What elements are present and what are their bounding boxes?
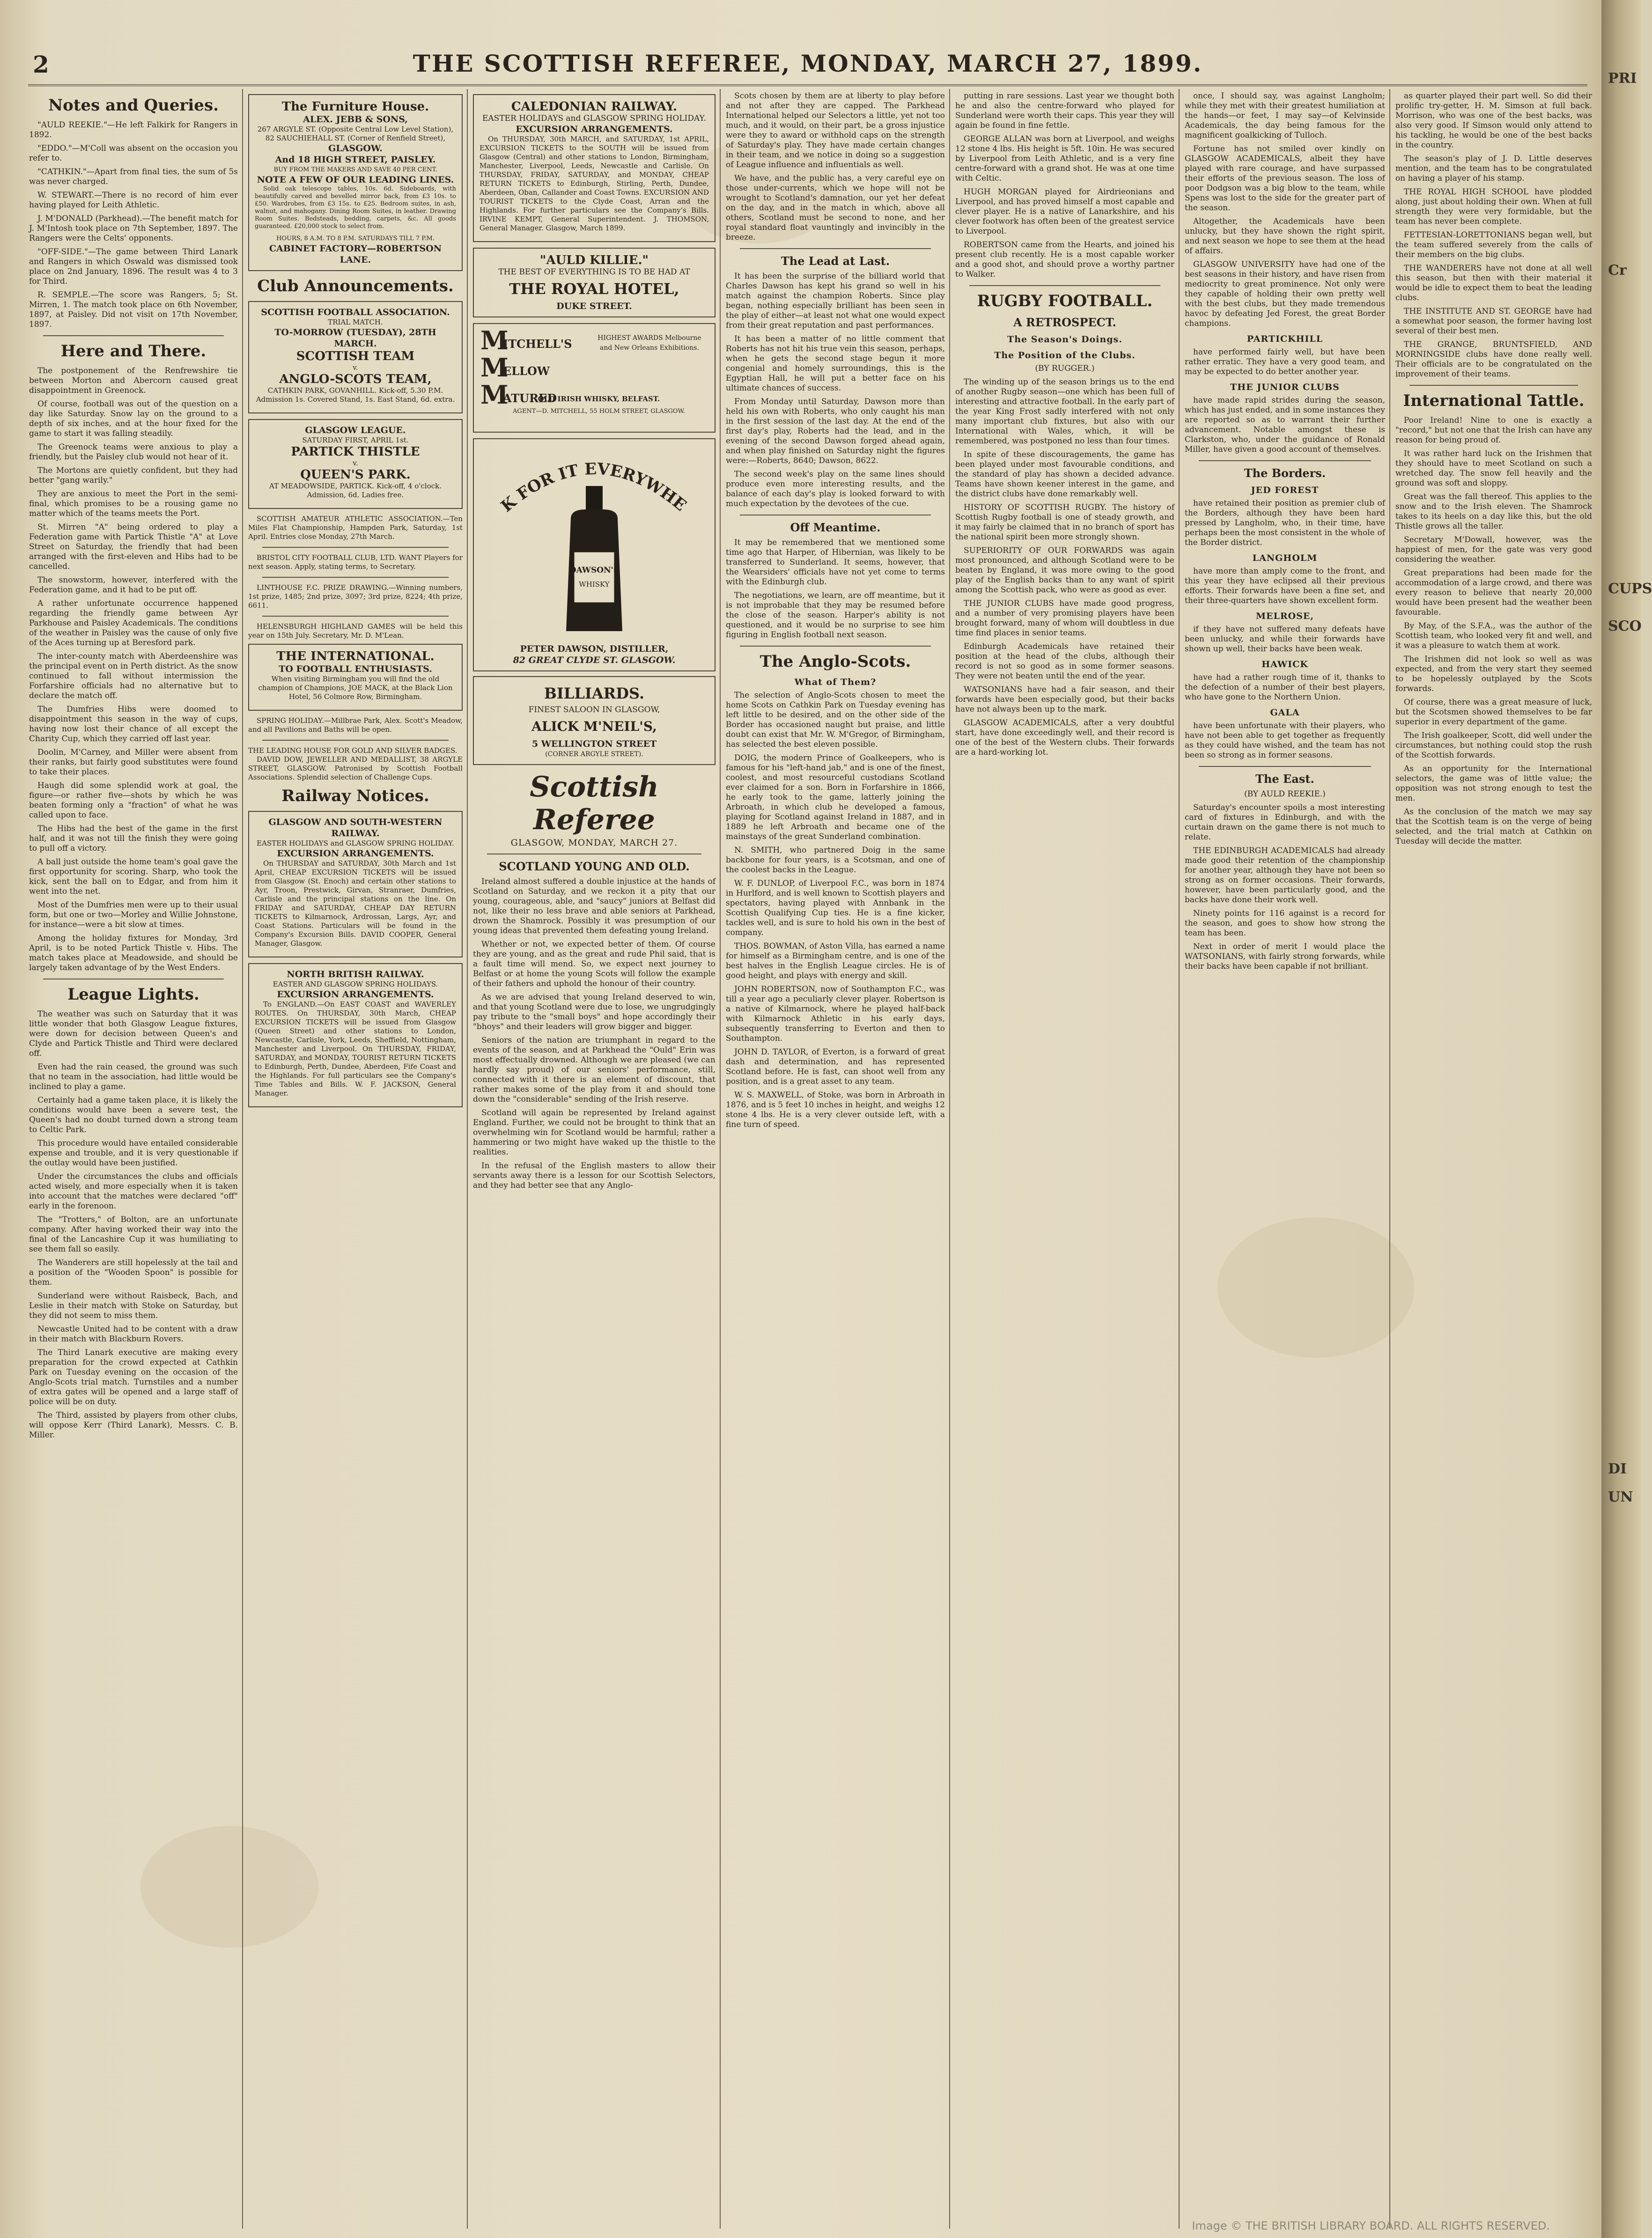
nbr-excursion: EXCURSION ARRANGEMENTS. — [277, 989, 434, 1000]
article-paragraph: Whether or not, we expected better of them. Of course they are young, and as the great and rude Phil said, that is a fault time will mend. So, we expect next journey to Belfast or at home the young Scots will follow the example of their fathers and uphold the honour of their country. — [473, 940, 715, 988]
dow-advert: DAVID DOW, JEWELLER AND MEDALLIST, 38 ARGYLE STREET, GLASGOW. Patronised by Scottish Football Associations. Splendid selection of Challenge Cups. — [248, 755, 463, 781]
separator — [262, 616, 449, 617]
article-paragraph: In spite of these discouragements, the game has been played under most favourable conditions, and the standard of play has shown a decided advance. Teams have shown keener interest in the game, and the district clubs have done remarkably well. — [955, 450, 1174, 499]
league-team-2: QUEEN'S PARK. — [300, 468, 411, 482]
article-paragraph: THE WANDERERS have not done at all well this season, but then with their material it would be idle to expect them to beat the leading clubs. — [1395, 264, 1592, 302]
billiards-name: ALICK M'NEIL'S, — [531, 719, 657, 734]
article-paragraph: as quarter played their part well. So did their prolific try-getter, H. M. Simson at full back. Morrison, who was one of the best backs, was also very good. If Simson would only attend to his tackling, he would be one of the best backs in the country. — [1395, 91, 1592, 150]
article-paragraph: JOHN ROBERTSON, now of Southampton F.C., was till a year ago a peculiarly clever player. Robertson is a native of Kilmarnock, where he played half-back with Kilmarnock Athletic in his early days, subsequently transferring to Everton and then to Southampton. — [726, 985, 945, 1043]
article-paragraph: have been unfortunate with their players, who have not been able to get together as frequently as they could have wished, and the team has not been so strong as in former seasons. — [1185, 721, 1385, 760]
article-paragraph: GLASGOW ACADEMICALS, after a very doubtful start, have done exceedingly well, and their record is one of the best of the Western clubs. Their forwards are a hard-working lot. — [955, 718, 1174, 757]
article-paragraph: They are anxious to meet the Port in the semi-final, which promises to be a rousing game no matter which of the teams meets the Port. — [29, 489, 238, 518]
article-paragraph: have retained their position as premier club of the Borders, although they have been hard pressed by Langholm, who, in their time, have perhaps been the most consistent in the whole of the Border district. — [1185, 499, 1385, 547]
article-paragraph: Fortune has not smiled over kindly on GLASGOW ACADEMICALS, albeit they have played with rare courage, and have surpassed their efforts of the previous season. The loss of poor Dodgson was a big blow to the team, while Spens was lost to the side for the greater part of the season. — [1185, 144, 1385, 213]
jed-forest-heading: JED FOREST — [1251, 485, 1319, 495]
furniture-hours: HOURS, 8 A.M. TO 8 P.M. SATURDAYS TILL 7 P.M. — [276, 235, 435, 242]
separator — [969, 285, 1160, 286]
separator — [262, 577, 449, 578]
sfa-advert — [248, 301, 463, 413]
article-paragraph: Most of the Dumfries men were up to their usual form, but one or two—Morley and Willie Johnstone, for instance—were a bit slow at times. — [29, 900, 238, 929]
gutter-text: UN — [1608, 1489, 1633, 1505]
mitchell-advert — [473, 323, 715, 433]
article-paragraph: Ninety points for 116 against is a record for the season, and goes to show how strong the team has been. — [1185, 909, 1385, 938]
article-paragraph: Seniors of the nation are triumphant in regard to the events of the season, and at Parkhead the "Ould" Erin was most effectually drowned. Although we are pleased (we can hardly say proud) of our seniors' performance, still, connected with it there is an element of discount, that rather makes some of the play from it and should tone down the "considerable" sending of the Irish reserve. — [473, 1036, 715, 1104]
furniture-slogan: BUY FROM THE MAKERS AND SAVE 40 PER CENT. — [273, 166, 437, 173]
article-paragraph: THE ROYAL HIGH SCHOOL have plodded along, just about holding their own. When at full strength they were very formidable, but the team has never been complete. — [1395, 187, 1592, 226]
furniture-address-2: 82 SAUCHIEHALL ST. (Corner of Renfield Street), — [265, 134, 446, 142]
gutter-text: PRI — [1608, 70, 1637, 87]
article-paragraph: Poor Ireland! Nine to one is exactly a "record," but not one that the Irish can have any reason for being proud of. — [1395, 416, 1592, 445]
separator — [1409, 385, 1578, 386]
hawick-heading: HAWICK — [1261, 659, 1308, 670]
article-paragraph: It has been a matter of no little comment that Roberts has not hit his true vein this season, perhaps, when he gets the second stage begun it more congenial and homely surroundings, this is the Egyptian Hall, he will put a better face on his ultimate chances of success. — [726, 334, 945, 393]
league-heading: League Lights. — [67, 985, 199, 1004]
article-paragraph: Great was the fall thereof. This applies to the snow and to the Irish eleven. The Shamrock takes to its heels on a day like this, but the old Thistle grows all the taller. — [1395, 492, 1592, 531]
separator — [262, 547, 449, 548]
partickhill-heading: PARTICKHILL — [1246, 334, 1323, 344]
article-paragraph: Great preparations had been made for the accommodation of a large crowd, and there was every reason to believe that nearly 20,000 would have been present had the weather been favourable. — [1395, 568, 1592, 617]
note-item: "CATHKIN."—Apart from final ties, the sum of 5s was never charged. — [29, 167, 238, 186]
railway-heading: Railway Notices. — [281, 787, 429, 805]
article-paragraph: Saturday's encounter spoils a most interesting card of fixtures in Edinburgh, and with the curtain drawn on the game there is not much to relate. — [1185, 803, 1385, 842]
separator — [1199, 460, 1371, 461]
billiards-corner: (CORNER ARGYLE STREET). — [545, 751, 643, 758]
article-paragraph: have performed fairly well, but have been rather erratic. They have a very good team, and may be expected to do better another year. — [1185, 347, 1385, 376]
sfa-versus: v. — [353, 363, 358, 372]
note-item: W. STEWART.—There is no record of him ever having played for Leith Athletic. — [29, 191, 238, 210]
club-announcements-heading: Club Announcements. — [257, 277, 454, 295]
nbr-sub: EASTER AND GLASGOW SPRING HOLIDAYS. — [273, 980, 438, 988]
note-item: "OFF-SIDE."—The game between Third Lanark and Rangers in which Oswald was dismissed took place on 2nd January, 1896. The result was 4 to 3 for Third. — [29, 247, 238, 286]
article-paragraph: St. Mirren "A" being ordered to play a Federation game with Partick Thistle "A" at Love Street on Saturday, the friendly that had been arranged with the first-eleven and Hibs had to be cancelled. — [29, 523, 238, 571]
mitchell-words: ITCHELL'S ELLOW ATURED — [503, 337, 572, 405]
note-item: "EDDO."—M'Coll was absent on the occasion you refer to. — [29, 144, 238, 163]
column-5 — [955, 91, 1174, 2224]
column-4 — [726, 91, 945, 2224]
article-paragraph: A rather unfortunate occurrence happened regarding the friendly game between Ayr Parkhouse and Paisley Academicals. The conditions of the weather in Paisley was the cause of only five of the Aces turning up at Beresford park. — [29, 599, 238, 648]
dawson-name: PETER DAWSON, DISTILLER, — [520, 644, 669, 654]
referee-dateline: GLASGOW, MONDAY, MARCH 27. — [510, 838, 678, 848]
article-paragraph: if they have not suffered many defeats have been unlucky, and while their forwards have shown up well, their backs have been weak. — [1185, 625, 1385, 654]
notes-list — [29, 120, 238, 330]
here-heading: Here and There. — [60, 342, 206, 361]
article-paragraph: The Hibs had the best of the game in the first half, and it was not till the finish they were going to pull off a victory. — [29, 824, 238, 853]
nbr-body: To ENGLAND.—On EAST COAST and WAVERLEY ROUTES. On THURSDAY, 30th March, CHEAP EXCURSION TICKETS will be issued from Glasgow (Queen Street) and other stations to London, Newcastle, Carlisle, York, Leeds, Sheffield, Nottingham, Manchester and Liverpool. On THURSDAY, FRIDAY, SATURDAY, and MONDAY, TOURIST RETURN TICKETS to Edinburgh, Perth, Dundee, Aberdeen, Fife Coast and the Highlands. For full particulars see the Company's Time Tables and Bills. W. F. JACKSON, General Manager. — [255, 1000, 456, 1097]
notes-heading: Notes and Queries. — [48, 96, 219, 115]
article-paragraph: have had a rather rough time of it, thanks to the defection of a number of their best players, who have gone to the Northern Union. — [1185, 673, 1385, 702]
article-paragraph: Certainly had a game taken place, it is likely the conditions would have been a severe test, the Queen's had no doubt turned down a strong team to Celtic Park. — [29, 1096, 238, 1134]
lead-heading: The Lead at Last. — [781, 254, 890, 268]
article-paragraph: ROBERTSON came from the Hearts, and joined his present club recently. He is a most capable worker and a good shot, and should prove a worthy partner to Walker. — [955, 240, 1174, 279]
article-paragraph: The Dumfries Hibs were doomed to disappointment this season in the way of cups, having now lost their chance of all except the Charity Cup, which they carried off last year. — [29, 705, 238, 744]
league-date: SATURDAY FIRST, APRIL 1st. — [302, 436, 409, 444]
article-paragraph: The weather was such on Saturday that it was little wonder that both Glasgow League fixtures, were down for decision between Queen's and Clyde and Partick Thistle and Third were declared off. — [29, 1009, 238, 1058]
column-6 — [1185, 91, 1385, 2224]
caledonian-sub: EASTER HOLIDAYS and GLASGOW SPRING HOLIDAY. — [482, 114, 706, 123]
rugby-heading: RUGBY FOOTBALL. — [977, 292, 1153, 310]
article-paragraph: Secretary M'Dowall, however, was the happiest of men, for the gate was very good considering the weather. — [1395, 535, 1592, 564]
column-rule — [720, 89, 721, 2229]
whisky-bottle-illustration — [487, 444, 702, 640]
auld-killie-advert — [473, 248, 715, 317]
off-meantime-heading: Off Meantime. — [790, 521, 881, 534]
anglo-scots-heading: The Anglo-Scots. — [760, 652, 911, 671]
linthouse-notice: LINTHOUSE F.C. PRIZE DRAWING.—Winning numbers, 1st prize, 1485; 2nd prize, 3097; 3rd prize, 8224; 4th prize, 6611. — [248, 583, 463, 610]
referee-masthead: Scottish Referee — [530, 771, 659, 836]
furniture-lines: NOTE A FEW OF OUR LEADING LINES. — [257, 175, 454, 185]
note-item: R. SEMPLE.—The score was Rangers, 5; St. Mirren, 1. The match took place on 6th November, 1897, at Paisley. Did not visit on 17th November, 1897. — [29, 290, 238, 329]
article-paragraph: In the refusal of the English masters to allow their servants away there is a lesson for our Scottish Selectors, and they had better see that any Anglo- — [473, 1161, 715, 1190]
article-paragraph: N. SMITH, who partnered Doig in the same backbone for four years, is a Scotsman, and one of the coolest backs in the League. — [726, 846, 945, 875]
article-paragraph: We have, and the public has, a very careful eye on those under-currents, which we hope will not be wrought to Scotland's damnation, our yet her defeat on the day, and in the match in which, above all others, Scotland must be second to none, and her royal standard float vauntingly and invincibly in the breeze. — [726, 174, 945, 242]
international-title: THE INTERNATIONAL. — [276, 649, 435, 663]
furniture-body: Solid oak telescope tables, 10s. 6d. Sideboards, with beautifully carved and bevelled mirror back, from £3 10s. to £50. Wardrobes, from £3 15s. to £25. Bedroom suites, in ash, walnut, and mahogany. Dining Room Suites, in leather. Drawing Room Suites. Bedsteads, bedding, carpets, &c. All goods guaranteed. £20,000 stock to select from. — [255, 185, 456, 230]
rugby-subheading-1: The Season's Doings. — [1007, 334, 1122, 345]
article-paragraph: GLASGOW UNIVERSITY have had one of the best seasons in their history, and have risen from mediocrity to great prominence. Not only were they capable of holding their own pretty well with the best clubs, but they made tremendous havoc by defeating Jed Forest, the great Border champions. — [1185, 260, 1385, 328]
article-paragraph: The winding up of the season brings us to the end of another Rugby season—one which has been full of interesting and attractive football. In the early part of the year King Frost sadly interfered with not only many important club fixtures, but also with our International with Wales, which, it will be remembered, was postponed no less than four times. — [955, 377, 1174, 446]
article-paragraph: A ball just outside the home team's goal gave the first opportunity for scoring. Sharp, who took the kick, sent the ball on to Edgar, and from him it went into the net. — [29, 857, 238, 896]
column-rule — [949, 89, 950, 2229]
league-ground: AT MEADOWSIDE, PARTICK. Kick-off, 4 o'clock. Admission, 6d. Ladies free. — [269, 482, 442, 499]
article-paragraph: GEORGE ALLAN was born at Liverpool, and weighs 12 stone 4 lbs. His height is 5ft. 10in. He was secured by Liverpool from Leith Athletic, and is a very fine centre-forward with a grand shot. He was at one time with Celtic. — [955, 134, 1174, 183]
auld-killie-title: "AULD KILLIE." — [539, 253, 649, 267]
sfa-anglo: ANGLO-SCOTS TEAM, — [279, 372, 432, 386]
article-paragraph: The second week's play on the same lines should produce even more interesting results, and the balance of each day's play is looked forward to with much expectation by the devotees of the cue. — [726, 470, 945, 508]
article-paragraph: As the conclusion of the match we may say that the Scottish team is on the verge of being selected, and the trial match at Cathkin on Tuesday will decide the matter. — [1395, 807, 1592, 846]
column-rule — [1179, 89, 1180, 2229]
mitchell-awards: HIGHEST AWARDS Melbourne and New Orleans Exhibitions. — [597, 334, 701, 352]
caledonian-title: CALEDONIAN RAILWAY. — [511, 100, 678, 114]
article-paragraph: Sunderland were without Raisbeck, Bach, and Leslie in their match with Stoke on Saturday, but they did not seem to miss them. — [29, 1291, 238, 1320]
dawson-advert — [473, 438, 715, 671]
sfa-trial: TRIAL MATCH. — [328, 318, 383, 326]
article-paragraph: The Greenock teams were anxious to play a friendly, but the Paisley club would not hear of it. — [29, 442, 238, 462]
article-paragraph: Of course, football was out of the question on a day like Saturday. Snow lay on the ground to a depth of six inches, and at the hour fixed for the game to start it was falling steadily. — [29, 399, 238, 438]
article-paragraph: THE JUNIOR CLUBS have made good progress, and a number of very promising players have been brought forward, many of whom will doubtless in due time find places in senior teams. — [955, 599, 1174, 638]
nbr-notice — [248, 963, 463, 1107]
column-rule — [1389, 89, 1390, 2229]
article-paragraph: HISTORY OF SCOTTISH RUGBY. The history of Scottish Rugby football is one of steady growth, and it may fairly be claimed that in no branch of sport has the national spirit been more strongly shown. — [955, 503, 1174, 542]
image-credit: Image © THE BRITISH LIBRARY BOARD. ALL RIGHTS RESERVED. — [1192, 2219, 1550, 2232]
article-paragraph: The Mortons are quietly confident, but they had better "gang warily." — [29, 466, 238, 485]
column-7 — [1395, 91, 1592, 2224]
nbr-title: NORTH BRITISH RAILWAY. — [287, 969, 424, 979]
sfa-ground: CATHKIN PARK, GOVANHILL. Kick-off, 5.30 P.M. Admission 1s. Covered Stand, 1s. East Stand, 6d. extra. — [256, 386, 455, 404]
melrose-heading: MELROSE, — [1255, 611, 1314, 621]
league-versus: v. — [353, 459, 358, 467]
article-paragraph: putting in rare sessions. Last year we thought both he and also the centre-forward who played for Sunderland were worth their caps. This year they will again be found in fine fettle. — [955, 91, 1174, 130]
adjacent-page-gutter — [1601, 0, 1652, 2238]
international-body: When visiting Birmingham you will find the old champion of Champions, JOE MACK, at the Black Lion Hotel, 56 Colmore Row, Birmingham. — [258, 675, 453, 701]
article-paragraph: THE INSTITUTE AND ST. GEORGE have had a somewhat poor season, the former having lost several of their best men. — [1395, 307, 1592, 336]
separator — [740, 646, 931, 647]
column-rule — [467, 89, 468, 2229]
billiards-advert — [473, 676, 715, 765]
column-2 — [248, 91, 463, 2224]
article-paragraph: W. S. MAXWELL, of Stoke, was born in Arbroath in 1876, and is 5 feet 10 inches in height, and weighs 12 stone 4 lbs. He is a very clever outside left, with a fine turn of speed. — [726, 1090, 945, 1129]
helensburgh-notice: HELENSBURGH HIGHLAND GAMES will be held this year on 15th July. Secretary, Mr. D. M'Lean. — [248, 622, 463, 640]
article-paragraph: Among the holiday fixtures for Monday, 3rd April, is to be noted Partick Thistle v. Hibs. The match takes place at Meadowside, and should be largely taken advantage of by the West Enders. — [29, 934, 238, 972]
article-paragraph: The Third Lanark executive are making every preparation for the crowd expected at Cathkin Park on Tuesday evening on the occasion of the Anglo-Scots trial match. Turnstiles and a number of extra gates will be opened and a large staff of police will be on duty. — [29, 1348, 238, 1406]
gala-heading: GALA — [1270, 707, 1300, 718]
article-paragraph: Under the circumstances the clubs and officials acted wisely, and more especially when it is taken into account that the matches were declared "off" early in the forenoon. — [29, 1172, 238, 1211]
bristol-notice: BRISTOL CITY FOOTBALL CLUB, LTD. WANT Players for next season. Apply, stating terms, to Secretary. — [248, 553, 463, 571]
article-paragraph: Edinburgh Academicals have retained their position at the head of the clubs, although their record is not so good as in some former seasons. They were not beaten until the end of the year. — [955, 642, 1174, 681]
article-paragraph: Altogether, the Academicals have been unlucky, but they have shown the right spirit, and next season we hope to see them at the head of affairs. — [1185, 217, 1385, 256]
gutter-text: Cr — [1608, 262, 1627, 279]
article-paragraph: The negotiations, we learn, are off meantime, but it is not improbable that they may be resumed before the close of the season. Harper's ability is not questioned, and it would be no surprise to see him figuring in English football next season. — [726, 591, 945, 640]
mitchell-initials: M M M — [480, 325, 509, 410]
rugby-byline: (BY RUGGER.) — [1035, 364, 1095, 373]
separator — [740, 248, 931, 249]
article-paragraph: THOS. BOWMAN, of Aston Villa, has earned a name for himself as a Birmingham centre, and is one of the best halves in the English League circles. He is of good height, and plays with energy and skill. — [726, 942, 945, 980]
sfa-date: TO-MORROW (TUESDAY), 28TH MARCH. — [274, 327, 436, 349]
billiards-sub: FINEST SALOON IN GLASGOW, — [528, 705, 660, 714]
dawson-arc-text: K FOR IT EVERYWHE — [497, 459, 690, 516]
article-paragraph: The Irishmen did not look so well as was expected, and from the very start they seemed to be hopelessly outplayed by the Scots forwards. — [1395, 655, 1592, 693]
article-paragraph: Scotland will again be represented by Ireland against England. Further, we could not be brought to think that an overwhelming win for Scotland would be harmful; rather a hammering or two might have waked up the thistle to the realities. — [473, 1108, 715, 1157]
article-paragraph: The Irish goalkeeper, Scott, did well under the circumstances, but nothing could stop the rush of the Scottish forwards. — [1395, 731, 1592, 760]
article-paragraph: The snowstorm, however, interfered with the Federation game, and it had to be put off. — [29, 575, 238, 595]
article-paragraph: The Third, assisted by players from other clubs, will oppose Kerr (Third Lanark), Messrs. C. B. Miller. — [29, 1411, 238, 1440]
royal-hotel-street: DUKE STREET. — [556, 301, 632, 311]
article-paragraph: W. F. DUNLOP, of Liverpool F.C., was born in 1874 in Hurlford, and is well known to Scottish players and spectators, having played with Annbank in the Scottish Qualifying Cup ties. He is a fine kicker, tackles well, and is sure to hold his own in the best of company. — [726, 879, 945, 937]
international-tattle-heading: International Tattle. — [1403, 391, 1585, 410]
article-paragraph: Doolin, M'Carney, and Miller were absent from their ranks, but fairly good substitutes were found to take their places. — [29, 748, 238, 777]
furniture-city: GLASGOW. — [328, 143, 383, 154]
junior-clubs-heading: THE JUNIOR CLUBS — [1230, 382, 1340, 392]
east-heading: The East. — [1255, 772, 1314, 786]
caledonian-notice — [473, 94, 715, 242]
bottle-label — [574, 552, 615, 603]
gsw-sub: EASTER HOLIDAYS and GLASGOW SPRING HOLIDAY. — [257, 839, 454, 847]
gutter-text: CUPS — [1608, 581, 1652, 597]
mitchell-agent: AGENT—D. MITCHELL, 55 HOLM STREET, GLASGOW. — [513, 408, 685, 415]
billiards-title: BILLIARDS. — [544, 685, 645, 702]
article-paragraph: The "Trotters," of Bolton, are an unfortunate company. After having worked their way into the final of the Lancashire Cup it was humiliating to see them fall so easily. — [29, 1215, 238, 1254]
langholm-heading: LANGHOLM — [1252, 553, 1318, 563]
gutter-text: SCO — [1608, 618, 1642, 634]
spring-notice: SPRING HOLIDAY.—Millbrae Park, Alex. Scott's Meadow, and all Pavilions and Baths will be open. — [248, 716, 463, 734]
gsw-excursion: EXCURSION ARRANGEMENTS. — [277, 848, 434, 859]
article-paragraph: Even had the rain ceased, the ground was such that no team in the association, had little would be inclined to play a game. — [29, 1062, 238, 1091]
gutter-text: DI — [1608, 1461, 1627, 1477]
article-paragraph: THE GRANGE, BRUNTSFIELD, AND MORNINGSIDE clubs have done really well. Their officials are to be congratulated on the improvement of their teams. — [1395, 340, 1592, 379]
furniture-advert — [248, 94, 463, 271]
editorial-heading: SCOTLAND YOUNG AND OLD. — [499, 860, 690, 873]
caledonian-body: On THURSDAY, 30th MARCH, and SATURDAY, 1st APRIL, EXCURSION TICKETS to the SOUTH will be issued from Glasgow (Central) and other stations to London, Birmingham, Manchester, Liverpool, Leeds, Newcastle and Carlisle. On THURSDAY, FRIDAY, SATURDAY, and MONDAY, CHEAP RETURN TICKETS to Edinburgh, Stirling, Perth, Dundee, Aberdeen, Oban, Callander and Coast Towns. EXCURSION AND TOURIST TICKETS to the Clyde Coast, Arran and the Highlands. For further particulars see the Company's Bills. IRVINE KEMPT, General Superintendent. J. THOMSON, General Manager. Glasgow, March 1899. — [479, 135, 709, 232]
article-paragraph: Ireland almost suffered a double injustice at the hands of Scotland on Saturday, and we reckon it a pity that our young, courageous, able, and "saucy" juniors at Belfast did not, like their no less brave and able seniors at Parkhead, drown the Shamrock. Possibly it was presumption of our young ideas that prevented them defeating young Ireland. — [473, 877, 715, 935]
note-item: J. M'DONALD (Parkhead).—The benefit match for J. M'Intosh took place on 7th September, 1897. The Rangers were the Celts' opponents. — [29, 214, 238, 243]
column-3 — [473, 91, 715, 2224]
league-team-1: PARTICK THISTLE — [291, 445, 420, 459]
gsw-body: On THURSDAY and SATURDAY, 30th March and 1st April, CHEAP EXCURSION TICKETS will be issued from Glasgow (St. Enoch) and certain other stations to Ayr, Troon, Prestwick, Girvan, Stranraer, Dumfries, Carlisle and the principal stations on the line. On FRIDAY and SATURDAY, CHEAP DAY RETURN TICKETS to Kilmarnock, Ardrossan, Largs, Ayr, and Coast Stations. Particulars will be found in the Company's Excursion Bills. DAVID COOPER, General Manager, Glasgow. — [255, 859, 456, 948]
column-1 — [29, 91, 238, 2224]
gsw-title: GLASGOW AND SOUTH-WESTERN RAILWAY. — [268, 817, 442, 839]
article-paragraph: It was rather hard luck on the Irishmen that they should have to meet Scotland on such a wretched day. The snow fell heavily and the ground was soft and sloppy. — [1395, 449, 1592, 488]
article-paragraph: It has been the surprise of the billiard world that Charles Dawson has kept his grand so well in his match against the champion Roberts. Since play began, nothing especially brilliant has been seen in the play of either—at least not what one would expect from their great reputation and past performances. — [726, 272, 945, 330]
article-paragraph: The selection of Anglo-Scots chosen to meet the home Scots on Cathkin Park on Tuesday evening has left little to be desired, and on the other side of the Border has occasioned naught but praise, and little doubt can exist that Mr. W. M'Gregor, of Birmingham, has selected the best eleven possible. — [726, 691, 945, 749]
rugby-subheading-2: The Position of the Clubs. — [994, 350, 1136, 361]
mitchell-whisky: OLD IRISH WHISKY, BELFAST. — [538, 395, 660, 403]
auld-killie-sub: THE BEST OF EVERYTHING IS TO BE HAD AT — [498, 267, 690, 277]
article-paragraph: FETTESIAN-LORETTONIANS began well, but the team suffered severely from the calls of their members on the big clubs. — [1395, 230, 1592, 259]
article-paragraph: DOIG, the modern Prince of Goalkeepers, who is famous for his "left-hand jab," and is one of the finest, coolest, and most resourceful custodians Scotland ever claimed for a son. Born in Forfarshire in 1866, he early took to the game, latterly joining the Arbroath, in which club he developed a famous, playing for Scotland against Ireland in 1887, and in 1889 he left Arbroath and became one of the mainstays of the great Sunderland combination. — [726, 753, 945, 841]
article-paragraph: once, I should say, was against Langholm; while they met with their greatest humiliation at the hands—or feet, I may say—of Kelvinside Academicals, the day being famous for the magnificent goalkicking of Tulloch. — [1185, 91, 1385, 140]
separator — [262, 740, 449, 741]
billiards-address: 5 WELLINGTON STREET — [531, 739, 657, 749]
borders-heading: The Borders. — [1244, 466, 1326, 480]
league-advert — [248, 419, 463, 509]
furniture-factory: CABINET FACTORY—ROBERTSON LANE. — [269, 243, 442, 265]
article-paragraph: This procedure would have entailed considerable expense and trouble, and it is very questionable if the outlay would have been justified. — [29, 1139, 238, 1168]
anglo-scots-subheading: What of Them? — [794, 677, 877, 687]
article-paragraph: HUGH MORGAN played for Airdrieonians and Liverpool, and has proved himself a most capable and clever player. He is a native of Lanarkshire, and his clever footwork has often been of the greatest service to Liverpool. — [955, 187, 1174, 236]
article-paragraph: JOHN D. TAYLOR, of Everton, is a forward of great dash and determination, and has represented Scotland before. He is fast, can shoot well from any position, and is a great asset to any team. — [726, 1047, 945, 1086]
article-paragraph: Haugh did some splendid work at goal, the figure—or rather five—shots by which he was beaten forming only a "fraction" of what he was called upon to face. — [29, 781, 238, 820]
here-list — [29, 366, 238, 973]
league-title: GLASGOW LEAGUE. — [305, 425, 406, 435]
sfa-team: SCOTTISH TEAM — [296, 349, 415, 363]
article-paragraph: Next in order of merit I would place the WATSONIANS, with fairly strong forwards, while their backs have been capable if not brilliant. — [1185, 942, 1385, 971]
caledonian-excursion: EXCURSION ARRANGEMENTS. — [516, 124, 673, 134]
article-paragraph: have made rapid strides during the season, which has just ended, and in some instances they are reported so as to warrant their further advancement. Notable amongst these is Clarkston, who, under the guidance of Ronald Miller, have given a good account of themselves. — [1185, 396, 1385, 454]
separator — [1199, 766, 1371, 767]
column-rule — [242, 89, 243, 2229]
international-advert — [248, 644, 463, 711]
amateur-notice: SCOTTISH AMATEUR ATHLETIC ASSOCIATION.—Ten Miles Flat Championship, Hampden Park, Saturday, 1st April. Entries close Monday, 27th March. — [248, 515, 463, 541]
masthead-title: THE SCOTTISH REFEREE, MONDAY, MARCH 27, 1899. — [413, 50, 1203, 77]
badges-title: THE LEADING HOUSE FOR GOLD AND SILVER BADGES. — [248, 746, 457, 755]
article-paragraph: SUPERIORITY OF OUR FORWARDS was again most pronounced, and although Scotland were to be beaten by England, it was more owing to the good play of the English backs than to any want of spirit among the Scottish pack, who were as good as ever. — [955, 546, 1174, 595]
article-paragraph: The postponement of the Renfrewshire tie between Morton and Abercorn caused great disappointment in Greenock. — [29, 366, 238, 395]
article-paragraph: From Monday until Saturday, Dawson more than held his own with Roberts, who only caught his man in the first session of the last day. At the end of the first day's play, Roberts had the lead, and in the evening of the second Dawson forged ahead again, and when play finished on Saturday night the figures were:—Roberts, 8640; Dawson, 8622. — [726, 397, 945, 465]
international-sub: TO FOOTBALL ENTHUSIASTS. — [279, 664, 432, 674]
furniture-firm: ALEX. JEBB & SONS, — [303, 114, 408, 125]
article-paragraph: It may be remembered that we mentioned some time ago that Harper, of Hibernian, was likely to be transferred to Sunderland. It seems, however, that the Wearsiders' officials have not yet come to terms with the Edinburgh club. — [726, 538, 945, 587]
separator — [43, 335, 224, 336]
article-paragraph: As we are advised that young Ireland deserved to win, and that young Scotland were due to lose, we ungrudgingly pay tribute to the "small boys" and hope accordingly their "bhoys" and their leaders will grow bigger and bigger. — [473, 993, 715, 1031]
article-paragraph: have more than amply come to the front, and this year they have eclipsed all their previous efforts. Their forwards have been a fine set, and their three-quarters have shown excellent form. — [1185, 567, 1385, 605]
rugby-retrospect: A RETROSPECT. — [1013, 316, 1116, 329]
editorial-body — [473, 877, 715, 1191]
gsw-notice — [248, 811, 463, 957]
article-paragraph: The inter-county match with Aberdeenshire was the principal event on in Perth district. As the snow continued to fall without intermission the Forfarshire officials had no alternative but to declare the match off. — [29, 652, 238, 700]
article-paragraph: WATSONIANS have had a fair season, and their forwards have been especially good, but their backs have not always been up to the mark. — [955, 685, 1174, 714]
article-paragraph: The season's play of J. D. Little deserves mention, and the team has to be congratulated on having a player of his stamp. — [1395, 154, 1592, 183]
article-paragraph: As an opportunity for the International selectors, the game was of little value; the opposition was not strong enough to test the men. — [1395, 764, 1592, 803]
league-list — [29, 1009, 238, 1440]
sfa-title: SCOTTISH FOOTBALL ASSOCIATION. — [261, 307, 450, 317]
page-header — [28, 47, 1587, 86]
east-byline: (BY AULD REEKIE.) — [1244, 789, 1326, 799]
furniture-title: The Furniture House. — [281, 100, 429, 114]
page-number: 2 — [33, 51, 49, 78]
article-paragraph: The Wanderers are still hopelessly at the tail and a position of the "Wooden Spoon" is possible for them. — [29, 1258, 238, 1287]
article-paragraph: Newcastle United had to be content with a draw in their match with Blackburn Rovers. — [29, 1325, 238, 1344]
article-paragraph: By May, of the S.F.A., was the author of the Scottish team, who looked very fit and well, and it was a pleasure to watch them at work. — [1395, 621, 1592, 650]
royal-hotel: THE ROYAL HOTEL, — [509, 280, 679, 298]
article-paragraph: Scots chosen by them are at liberty to play before and not after they are capped. The Parkhead International helped our Selectors a little, yet not too much, and it would, on their part, be a gross injustice were they to award or withhold caps on the strength of Saturday's play. They have made certain changes in their team, and we notice in doing so a suggestion of League influence and influentials as well. — [726, 91, 945, 169]
dawson-address: 82 GREAT CLYDE ST. GLASGOW. — [513, 655, 676, 665]
article-paragraph: Of course, there was a great measure of luck, but the Scotsmen showed themselves to be far superior in every department of the game. — [1395, 698, 1592, 727]
furniture-address-3: And 18 HIGH STREET, PAISLEY. — [275, 155, 436, 165]
article-paragraph: THE EDINBURGH ACADEMICALS had already made good their retention of the championship for another year, although they have not been so strong as on former occasions. Their forwards, however, have been particularly good, and the backs have done their work well. — [1185, 846, 1385, 905]
bottle-label-text-2: WHISKY — [579, 580, 610, 589]
furniture-address-1: 267 ARGYLE ST. (Opposite Central Low Level Station), — [257, 125, 454, 133]
note-item: "AULD REEKIE."—He left Falkirk for Rangers in 1892. — [29, 120, 238, 140]
bottle-label-text-1: DAWSON'S — [569, 566, 620, 575]
